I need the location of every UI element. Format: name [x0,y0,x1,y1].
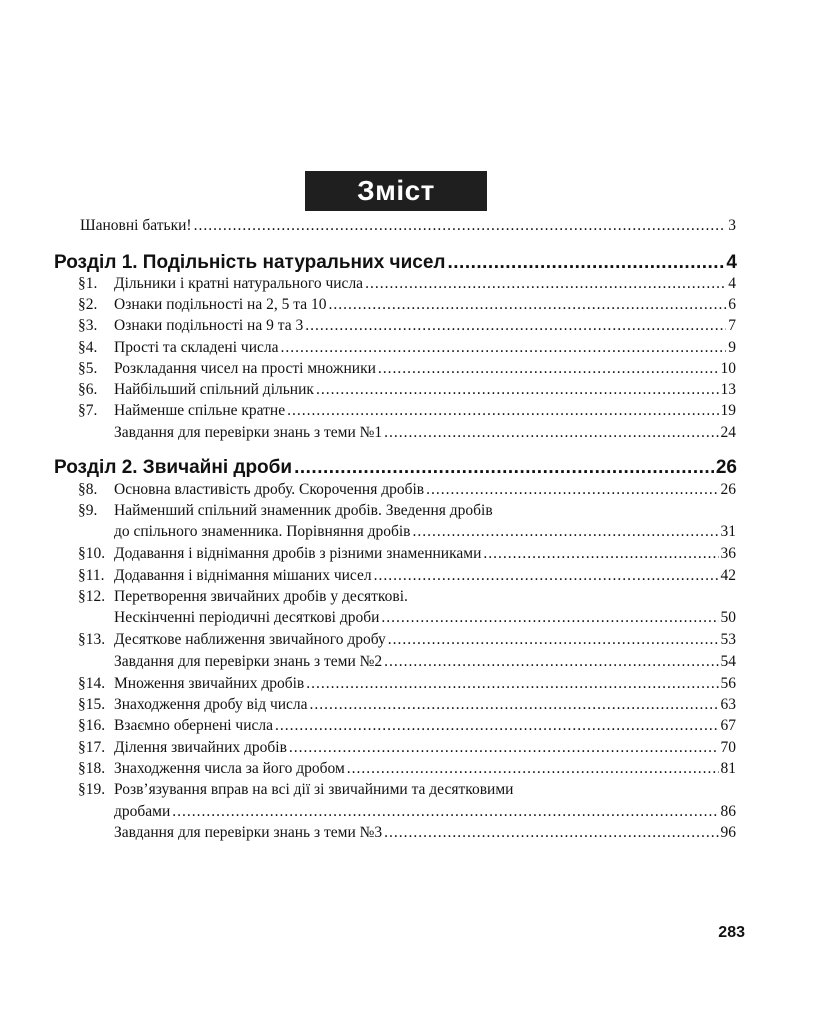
leader-dots [316,380,719,400]
leader-dots [289,738,719,758]
entry-number: §3. [78,317,98,334]
toc-entry-review[interactable] [78,652,736,673]
toc-entry[interactable] [78,695,736,716]
entry-page: 19 [720,402,736,419]
leader-dots [374,566,719,586]
entry-title: Шановні батьки! [80,217,192,234]
toc-entry-continuation[interactable] [114,608,736,629]
leader-dots [305,316,726,336]
entry-title: Ділення звичайних дробів [114,739,287,756]
toc-entry[interactable] [78,359,736,380]
section-title: Розділ 1. Подільність натуральних чисел [54,252,446,273]
leader-dots [194,216,727,236]
entry-page: 6 [728,296,736,313]
entry-title: Взаємно обернені числа [114,717,274,734]
leader-dots [381,608,718,628]
entry-number: §4. [78,339,98,356]
entry-title: Найбільший спільний дільник [114,381,314,398]
entry-title: Перетворення звичайних дробів у десяткові. [114,588,408,605]
entry-page: 31 [720,523,736,540]
leader-dots [412,522,718,542]
leader-dots [483,544,718,564]
section-title: Розділ 2. Звичайні дроби [54,457,293,478]
toc-entry[interactable] [78,738,736,759]
leader-dots [388,630,719,650]
entry-number: §12. [78,588,106,605]
entry-number: §6. [78,381,98,398]
entry-page: 53 [720,631,736,648]
entry-page: 96 [720,824,736,841]
entry-title: Додавання і віднімання дробів з різними знаменниками [114,545,482,562]
toc-entry[interactable] [78,480,736,501]
toc-entry[interactable] [78,380,736,401]
entry-title-cont: до спільного знаменника. Порівняння дробів [114,523,411,540]
entry-page: 24 [720,424,736,441]
toc-entry[interactable] [78,316,736,337]
entry-page: 13 [720,381,736,398]
entry-title: Знаходження числа за його дробом [114,760,345,777]
entry-number: §5. [78,360,98,377]
leader-dots [384,652,718,672]
entry-number: §9. [78,502,98,519]
entry-number: §7. [78,402,98,419]
entry-page: 7 [728,317,736,334]
leader-dots [384,823,718,843]
entry-page: 4 [728,275,736,292]
entry-number: §10. [78,545,106,562]
entry-title: Додавання і віднімання мішаних чисел [114,567,372,584]
entry-title: Дільники і кратні натурального числа [114,275,364,292]
toc-entry-first-line[interactable] [78,501,493,521]
leader-dots [172,802,718,822]
entry-page: 9 [728,339,736,356]
toc-entry-first-line[interactable] [78,780,513,800]
leader-dots [275,716,718,736]
toc-entry[interactable] [78,338,736,359]
leader-dots [447,251,724,275]
entry-page: 70 [720,739,736,756]
entry-title: Ознаки подільності на 9 та 3 [114,317,304,334]
toc-entry[interactable] [78,759,736,780]
toc-entry-continuation[interactable] [114,522,736,543]
toc-entry[interactable] [78,544,736,565]
toc-entry-preface[interactable] [80,216,736,237]
toc-entry[interactable] [78,716,736,737]
entry-page: 3 [728,217,736,234]
entry-page: 67 [720,717,736,734]
toc-entry-continuation[interactable] [114,802,736,823]
leader-dots [328,295,726,315]
entry-number: §1. [78,275,98,292]
leader-dots [426,480,718,500]
entry-title: Основна властивість дробу. Скорочення дробів [114,481,425,498]
entry-page: 81 [720,760,736,777]
entry-page: 56 [720,675,736,692]
entry-title-cont: Нескінченні періодичні десяткові дроби [114,609,380,626]
section-page: 26 [715,457,737,478]
entry-page: 42 [720,567,736,584]
entry-page: 36 [720,545,736,562]
leader-dots [294,456,714,480]
entry-title: Завдання для перевірки знань з теми №2 [114,653,383,670]
toc-title: Зміст [305,171,487,211]
entry-page: 26 [720,481,736,498]
entry-title-cont: дробами [114,803,171,820]
entry-number: §13. [78,631,106,648]
entry-number: §11. [78,567,105,584]
entry-title: Найменший спільний знаменник дробів. Зведення дробів [114,502,493,519]
toc-entry[interactable] [78,295,736,316]
leader-dots [306,674,718,694]
entry-title: Завдання для перевірки знань з теми №1 [114,424,383,441]
entry-page: 86 [720,803,736,820]
entry-number: §18. [78,760,106,777]
leader-dots [384,423,718,443]
toc-section-1[interactable] [54,251,737,275]
toc-entry[interactable] [78,274,736,295]
entry-title: Розкладання чисел на прості множники [114,360,376,377]
entry-page: 10 [720,360,736,377]
entry-title: Розв’язування вправ на всі дії зі звичайними та десятковими [114,781,514,798]
toc-entry[interactable] [78,401,736,422]
entry-page: 54 [720,653,736,670]
toc-entry-first-line[interactable] [78,587,408,607]
toc-entry-review[interactable] [78,423,736,444]
leader-dots [280,338,726,358]
entry-number: §15. [78,696,106,713]
leader-dots [287,401,718,421]
entry-number: §8. [78,481,98,498]
entry-number: §2. [78,296,98,313]
leader-dots [365,274,726,294]
leader-dots [378,359,719,379]
section-page: 4 [726,252,737,273]
entry-number: §16. [78,717,106,734]
entry-number: §14. [78,675,106,692]
toc-entry-review[interactable] [78,823,736,844]
page-number: 283 [718,924,745,941]
toc-entry[interactable] [78,630,736,651]
entry-title: Ознаки подільності на 2, 5 та 10 [114,296,327,313]
toc-entry[interactable] [78,566,736,587]
entry-title: Найменше спільне кратне [114,402,286,419]
leader-dots [347,759,719,779]
toc-section-2[interactable] [54,456,737,480]
entry-number: §19. [78,781,106,798]
entry-number: §17. [78,739,106,756]
entry-page: 50 [720,609,736,626]
entry-title: Знаходження дробу від числа [114,696,308,713]
entry-title: Завдання для перевірки знань з теми №3 [114,824,383,841]
leader-dots [310,695,719,715]
entry-title: Десяткове наближення звичайного дробу [114,631,386,648]
entry-title: Множення звичайних дробів [114,675,305,692]
entry-title: Прості та складені числа [114,339,279,356]
toc-entry[interactable] [78,674,736,695]
entry-page: 63 [720,696,736,713]
